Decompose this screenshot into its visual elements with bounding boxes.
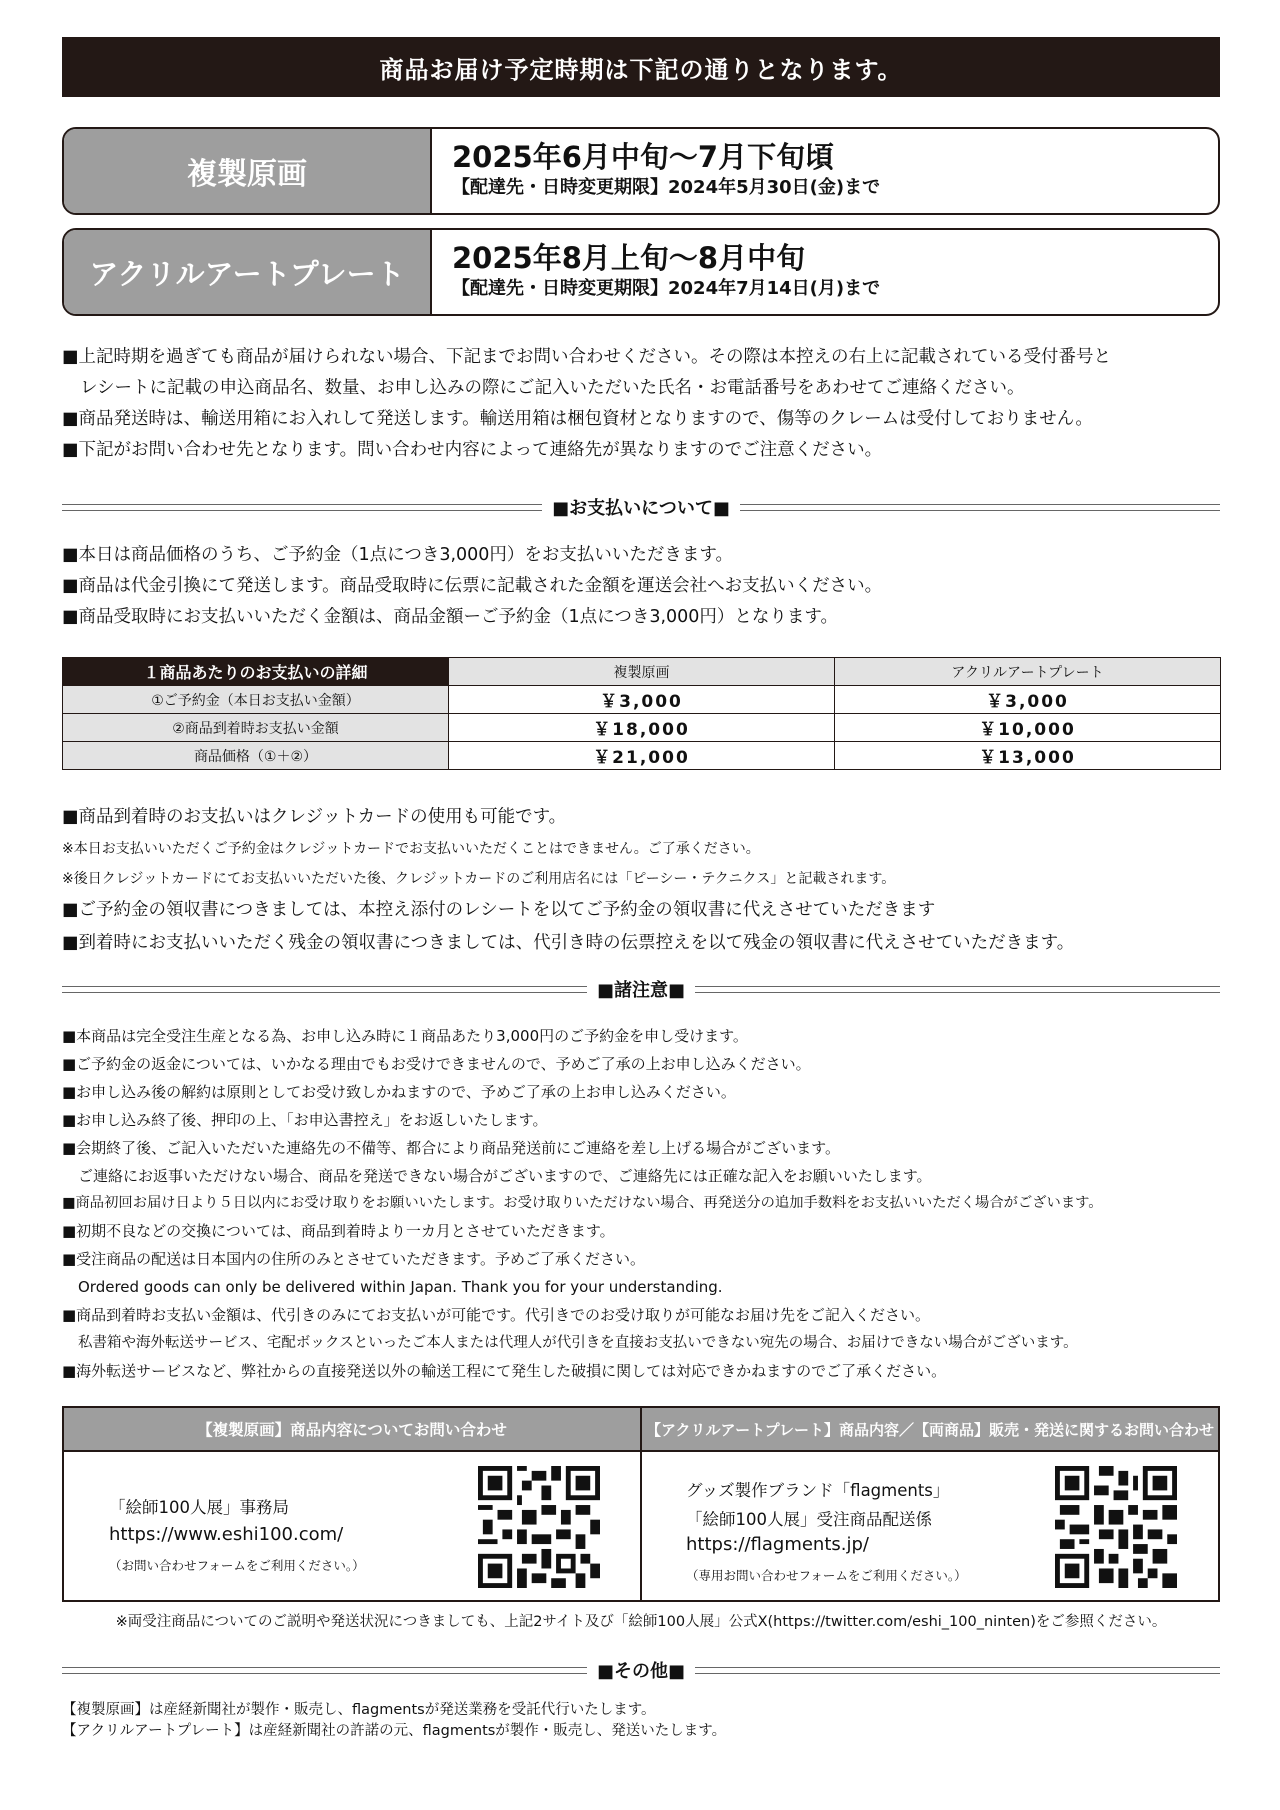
other-line: 【アクリルアートプレート】は産経新聞社の許諾の元、flagmentsが製作・販売し、発送いたします。 [62,1723,727,1739]
caution-item: ■受注商品の配送は日本国内の住所のみとさせていただきます。予めご了承ください。 [62,1250,645,1269]
caution-item: 私書箱や海外転送サービス、宅配ボックスといったご本人または代理人が代引きを直接お支払いできない宛先の場合、お届けできない場合がございます。 [78,1334,1078,1351]
schedule-deadline: 【配達先・日時変更期限】2024年7月14日(月)まで [452,278,881,299]
schedule-label: 複製原画 [64,129,432,213]
contact-footnote: ※両受注商品についてのご説明や発送状況につきましても、上記2サイト及び「絵師100人展」公式X(https://twitter.com/eshi_100_ninten)をご参照ください。 [115,1614,1167,1630]
table-header: １商品あたりのお支払いの詳細 [63,658,449,686]
other-line: 【複製原画】は産経新聞社が製作・販売し、flagmentsが発送業務を受託代行いたします。 [62,1702,656,1718]
caution-item: ご連絡にお返事いただけない場合、商品を発送できない場合がございますので、ご連絡先には正確な記入をお願いいたします。 [78,1166,932,1185]
contact-url-link[interactable]: https://flagments.jp/ [686,1534,869,1555]
contact-line: 「絵師100人展」事務局 [109,1498,289,1517]
schedule-date: 2025年6月中旬〜7月下旬頃 [452,140,835,174]
caution-item: Ordered goods can only be delivered within Japan. Thank you for your understanding. [78,1278,723,1297]
caution-item: ■本商品は完全受注生産となる為、お申し込み時に１商品あたり3,000円のご予約金を申し受けます。 [62,1027,748,1045]
delivery-header: 商品お届け予定時期は下記の通りとなります。 [62,37,1220,97]
contact-box [62,1406,1220,1602]
delivery-notes [62,342,1222,466]
row-label: 商品価格（①＋②） [63,742,449,770]
schedule-row-reproduction [62,127,1220,215]
contact-acrylic [640,1408,1218,1600]
qr-code-icon[interactable] [1055,1466,1177,1588]
qr-code-icon[interactable] [478,1466,600,1588]
payment-note: ■商品受取時にお支払いいただく金額は、商品金額ーご予約金（1点につき3,000円）となります。 [62,607,839,627]
other-section-title [62,1658,1220,1682]
table-row [63,742,1221,770]
row-label: ②商品到着時お支払い金額 [63,714,449,742]
column-header: アクリルアートプレート [835,658,1221,686]
payment-section-title [62,495,1220,519]
section-title-text: ■お支払いについて■ [552,498,730,519]
caution-item: ■海外転送サービスなど、弊社からの直接発送以外の輸送工程にて発生した破損に関しては対応できかねますのでご了承ください。 [62,1361,947,1380]
payment-note: ■本日は商品価格のうち、ご予約金（1点につき3,000円）をお支払いいただきます。 [62,545,734,565]
row-label: ①ご予約金（本日お支払い金額） [63,686,449,714]
caution-item: ■商品到着時お支払い金額は、代引きのみにてお支払いが可能です。代引きでのお受け取りが可能なお届け先をご記入ください。 [62,1306,930,1325]
schedule-deadline: 【配達先・日時変更期限】2024年5月30日(金)まで [452,177,881,198]
table-row [63,714,1221,742]
caution-list [62,1023,1232,1386]
schedule-label: アクリルアートプレート [64,230,432,314]
caution-section-title [62,977,1220,1001]
payment-detail-table [62,657,1221,770]
payment-after-note: ※本日お支払いいただくご予約金はクレジットカードでお支払いいただくことはできません。ご了承ください。 [62,841,760,857]
table-row [63,686,1221,714]
contact-note: （専用お問い合わせフォームをご利用ください。） [686,1568,967,1583]
column-header: 複製原画 [449,658,835,686]
price-cell: ￥3,000 [449,686,835,714]
contact-header: 【複製原画】商品内容についてお問い合わせ [64,1408,640,1452]
note-line: レシートに記載の申込商品名、数量、お申し込みの際にご記入いただいた氏名・お電話番号をあわせてご連絡ください。 [80,378,1025,398]
contact-line: 「絵師100人展」受注商品配送係 [686,1510,932,1529]
schedule-date: 2025年8月上旬〜8月中旬 [452,241,806,275]
price-cell: ￥18,000 [449,714,835,742]
caution-item: ■商品初回お届け日より５日以内にお受け取りをお願いいたします。お受け取りいただけない場合、再発送分の追加手数料をお支払いいただく場合がございます。 [62,1195,1103,1212]
payment-after-note: ■ご予約金の領収書につきましては、本控え添付のレシートを以てご予約金の領収書に代えさせていただきます [62,900,936,920]
note-line: ■下記がお問い合わせ先となります。問い合わせ内容によって連絡先が異なりますのでご注意ください。 [62,440,883,460]
note-line: ■商品発送時は、輸送用箱にお入れして発送します。輸送用箱は梱包資材となりますので、傷等のクレームは受付しておりません。 [62,409,1093,429]
caution-item: ■会期終了後、ご記入いただいた連絡先の不備等、都合により商品発送前にご連絡を差し上げる場合がございます。 [62,1138,840,1157]
caution-item: ■お申し込み後の解約は原則としてお受け致しかねますので、予めご了承の上お申し込みください。 [62,1082,736,1101]
contact-note: （お問い合わせフォームをご利用ください。） [109,1558,365,1573]
table-header-row [63,658,1221,686]
price-cell: ￥3,000 [835,686,1221,714]
section-title-text: ■諸注意■ [597,980,686,1001]
price-cell: ￥13,000 [835,742,1221,770]
caution-item: ■お申し込み終了後、押印の上、「お申込書控え」をお返しいたします。 [62,1110,548,1129]
contact-url-link[interactable]: https://www.eshi100.com/ [109,1524,344,1545]
contact-header: 【アクリルアートプレート】商品内容／【両商品】販売・発送に関するお問い合わせ [642,1408,1218,1452]
caution-item: ■ご予約金の返金については、いかなる理由でもお受けできませんので、予めご了承の上お申し込みください。 [62,1054,811,1073]
section-title-text: ■その他■ [597,1661,686,1682]
payment-notes [62,540,1222,633]
payment-after-note: ※後日クレジットカードにてお支払いいただいた後、クレジットカードのご利用店名には「ピーシー・テクニクス」と記載されます。 [62,871,896,887]
contact-line: グッズ製作ブランド「flagments」 [686,1481,950,1500]
price-cell: ￥10,000 [835,714,1221,742]
schedule-row-acrylic [62,228,1220,316]
caution-item: ■初期不良などの交換については、商品到着時より一カ月とさせていただきます。 [62,1222,615,1241]
payment-note: ■商品は代金引換にて発送します。商品受取時に伝票に記載された金額を運送会社へお支払いください。 [62,576,883,596]
note-line: ■上記時期を過ぎても商品が届けられない場合、下記までお問い合わせください。その際は本控えの右上に記載されている受付番号と [62,347,1112,367]
price-cell: ￥21,000 [449,742,835,770]
payment-after-notes [62,801,1222,960]
payment-after-note: ■到着時にお支払いいただく残金の領収書につきましては、代引き時の伝票控えを以て残金の領収書に代えさせていただきます。 [62,933,1075,953]
payment-after-note: ■商品到着時のお支払いはクレジットカードの使用も可能です。 [62,807,567,827]
other-notes [62,1700,726,1742]
contact-reproduction [64,1408,640,1600]
